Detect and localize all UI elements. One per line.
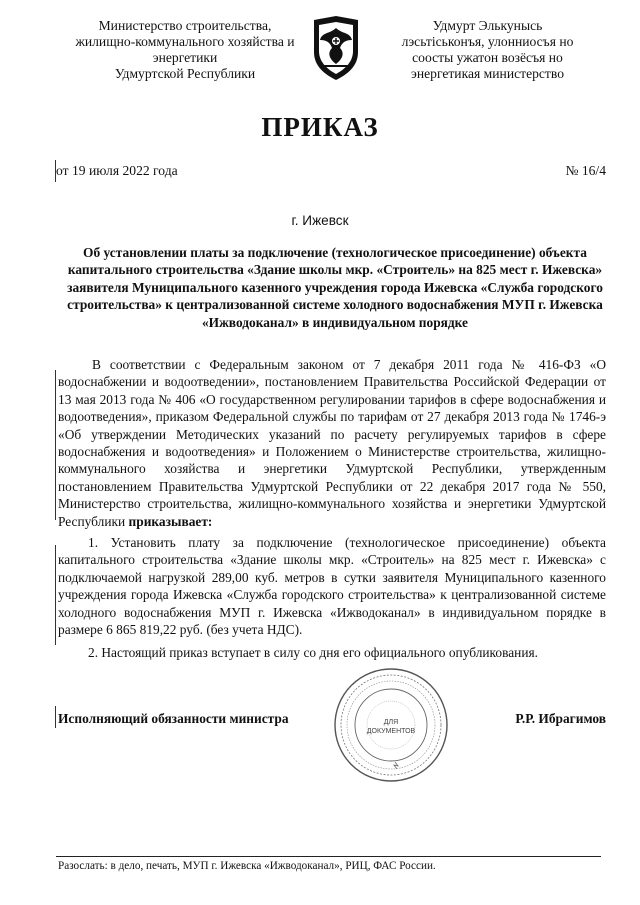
seal-center-text: ДОКУМЕНТОВ [366, 728, 416, 735]
preamble-verb: приказывает: [128, 513, 213, 529]
header-right-line: энергетикая министерство [411, 66, 564, 81]
order-date: от 19 июля 2022 года [56, 163, 178, 178]
signatory-role: Исполняющий обязанности министра [58, 711, 289, 726]
city: г. Ижевск [291, 213, 349, 228]
order-number: № 16/4 [565, 163, 606, 178]
paragraph-1: 1. Установить плату за подключение (технологическое присоединение) объекта капитального строительства «Здание школы мкр. «Строитель» на 825 мест г. Ижевска» с подключаемой нагрузкой 289,00 куб. метров в сутки заявителя Муниципального казенного учреждения города Ижевска «Служба городского строительства» к централизованной системе холодного водоснабжения МУП г. Ижевска «Ижводоканал» в индивидуальном порядке в размере 6 865 819,22 руб. (без учета НДС). [58, 535, 606, 638]
distribution-list: Разослать: в дело, печать, МУП г. Ижевска «Ижводоканал», РИЦ, ФАС России. [58, 860, 436, 872]
official-stamp-icon [332, 666, 450, 784]
paragraph-2: 2. Настоящий приказ вступает в силу со дня его официального опубликования. [88, 645, 538, 660]
scan-edge [55, 370, 56, 520]
udmurt-coat-of-arms-icon [308, 14, 364, 82]
header-left-line: Удмуртской Республики [114, 66, 256, 81]
header-right-line: лэсьтiськонъя, улонниосъя но [401, 34, 574, 49]
scan-edge [55, 706, 56, 728]
ministry-name-udmurt [360, 18, 615, 82]
seal-center-text: ДЛЯ [383, 719, 399, 726]
ministry-name-russian [55, 18, 315, 82]
header-left-line: Министерство строительства, [98, 18, 272, 33]
header-right-line: Удмурт Элькунысь [432, 18, 543, 33]
header-left-line: жилищно-коммунального хозяйства и [75, 34, 295, 49]
order-subject: Об установлении платы за подключение (технологическое присоединение) объекта капитального строительства «Здание школы мкр. «Строитель» на 825 мест г. Ижевска» заявителя Муниципального казенного учреждения города Ижевска «Служба городского строительства» к централизованной системе холодного водоснабжения МУП г. Ижевска «Ижводоканал» в индивидуальном порядке [67, 245, 603, 330]
footer-divider [56, 856, 601, 857]
scan-edge [55, 545, 56, 645]
header-right-line: соосты ужатон возёсъя но [412, 50, 563, 65]
header-left-line: энергетики [152, 50, 218, 65]
preamble-text: В соответствии с Федеральным законом от 7 декабря 2011 года № 416-ФЗ «О водоснабжении и водоотведении», постановлением Правительства Российской Федерации от 13 мая 2013 года № 406 «О государственном регулировании тарифов в сфере водоснабжения и водоотведения», приказом Федеральной службы по тарифам от 27 декабря 2013 года № 1746-э «Об утверждении Методических указаний по расчету регулируемых тарифов в сфере водоснабжения и водоотведения» и Положением о Министерстве строительства, жилищно-коммунального хозяйства и энергетики Удмуртской Республики, утвержденным постановлением Правительства Удмуртской Республики от 22 декабря 2017 года № 550, Министерство строительства, жилищно-коммунального хозяйства и энергетики Удмуртской Республики [58, 357, 606, 529]
preamble-paragraph [58, 356, 606, 530]
signatory-name: Р.Р. Ибрагимов [515, 711, 606, 726]
document-title: ПРИКАЗ [261, 112, 379, 142]
